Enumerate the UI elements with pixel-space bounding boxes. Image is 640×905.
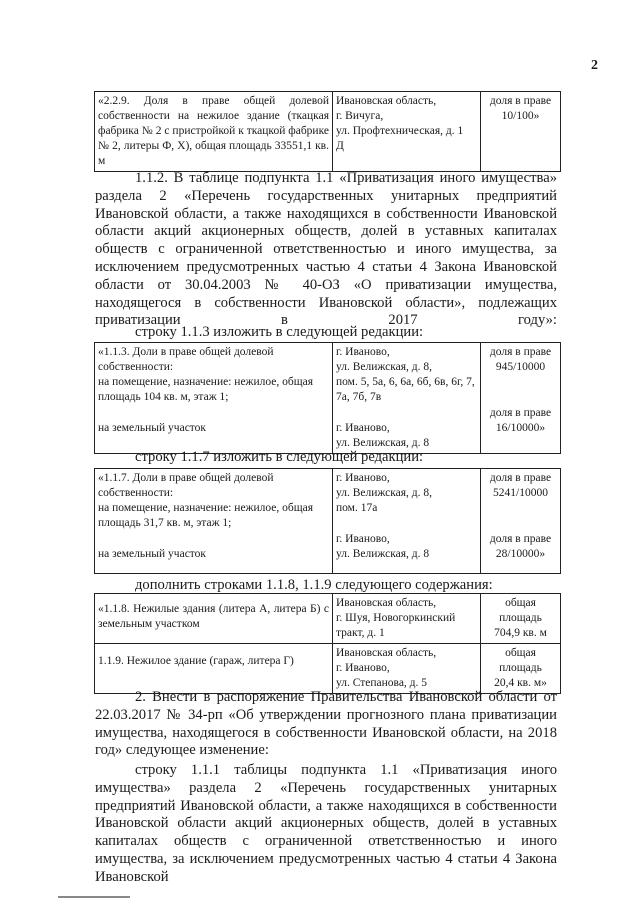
cell-text: г. Иваново, ул. Велижская, д. 8 — [336, 533, 430, 560]
paragraph-2: 2. Внести в распоряжение Правительства Ивановской области от 22.03.2017 № 34-рп «Об утверждении прогнозного плана приватизации имущества, находящегося в собственности Ивановской области, на 2018 год» следующее изменение: — [95, 689, 557, 759]
cell-text: доля в праве 945/10000 — [489, 346, 552, 373]
table-row — [95, 92, 561, 172]
table-row — [95, 594, 561, 644]
cell-text: на земельный участок — [98, 548, 207, 560]
cell-text: «1.1.7. Доли в праве общей долевой собственности: на помещение, назначение: нежилое, общая площадь 31,7 кв. м, этаж 1; — [98, 472, 313, 529]
table-cell: Ивановская область, г. Шуя, Новогоркинский тракт, д. 1 — [333, 594, 481, 644]
scan-mark — [58, 896, 130, 898]
page-number: 2 — [591, 58, 598, 73]
table-cell: общая площадь 704,9 кв. м — [481, 594, 561, 644]
table-cell — [481, 469, 561, 574]
cell-text: доля в праве 28/10000» — [489, 533, 552, 560]
table-row — [95, 469, 561, 574]
table-cell: «1.1.8. Нежилые здания (литера А, литера Б) с земельным участком — [95, 594, 333, 644]
table-row — [95, 343, 561, 454]
cell-text: г. Иваново, ул. Велижская, д. 8, пом. 5, 5а, 6, 6а, 6б, 6в, 6г, 7, 7а, 7б, 7в — [336, 346, 475, 403]
table-cell — [333, 343, 481, 454]
cell-text: на земельный участок — [98, 422, 207, 434]
table-2-2-9 — [94, 91, 561, 172]
instruction-1-1-3: строку 1.1.3 изложить в следующей редакции: — [135, 324, 424, 340]
instruction-1-1-7: строку 1.1.7 изложить в следующей редакции: — [135, 449, 424, 465]
cell-text: г. Иваново, ул. Велижская, д. 8, пом. 17а — [336, 472, 433, 514]
table-1-1-3 — [94, 342, 561, 454]
paragraph-1-1-2: 1.1.2. В таблице подпункта 1.1 «Приватизация иного имущества» раздела 2 «Перечень государственных унитарных предприятий Ивановской области, а также находящихся в собственности Ивановской области акций акционерных обществ, долей в уставных капиталах обществ с ограниченной ответственностью и иного имущества, за исключением предусмотренных частью 4 статьи 4 Закона Ивановской области от 30.04.2003 № 40-ОЗ «О приватизации имущества, находящегося в собственности Ивановской области», подлежащих приватизации в 2017 году»: — [95, 170, 557, 329]
cell-text: «1.1.3. Доли в праве общей долевой собственности: на помещение, назначение: нежилое, общая площадь 104 кв. м, этаж 1; — [98, 346, 313, 403]
cell-text: г. Иваново, ул. Велижская, д. 8 — [336, 422, 430, 449]
table-cell — [95, 469, 333, 574]
table-cell: общая площадь 20,4 кв. м» — [481, 644, 561, 694]
table-row — [95, 644, 561, 694]
table-1-1-8-1-1-9 — [94, 593, 561, 694]
table-cell: доля в праве 10/100» — [481, 92, 561, 172]
paragraph-3: строку 1.1.1 таблицы подпункта 1.1 «Приватизация иного имущества» раздела 2 «Перечень государственных унитарных предприятий Ивановской области, а также находящихся в собственности Ивановской области акций акционерных обществ, долей в уставных капиталах обществ с ограниченной ответственностью и иного имущества, за исключением предусмотренных частью 4 статьи 4 Закона Ивановской — [95, 762, 557, 885]
cell-text: доля в праве 16/10000» — [489, 407, 552, 434]
table-cell — [481, 343, 561, 454]
table-cell — [333, 469, 481, 574]
table-cell: 1.1.9. Нежилое здание (гараж, литера Г) — [95, 644, 333, 694]
table-cell: Ивановская область, г. Вичуга, ул. Профтехническая, д. 1 Д — [333, 92, 481, 172]
instruction-add-rows: дополнить строками 1.1.8, 1.1.9 следующего содержания: — [135, 577, 493, 593]
table-cell: «2.2.9. Доля в праве общей долевой собственности на нежилое здание (ткацкая фабрика № 2 с пристройкой к ткацкой фабрике № 2, литеры Ф, Х), общая площадь 33551,1 кв. м — [95, 92, 333, 172]
table-1-1-7 — [94, 468, 561, 574]
cell-text: доля в праве 5241/10000 — [489, 472, 552, 499]
table-cell — [95, 343, 333, 454]
table-cell: Ивановская область, г. Иваново, ул. Степанова, д. 5 — [333, 644, 481, 694]
